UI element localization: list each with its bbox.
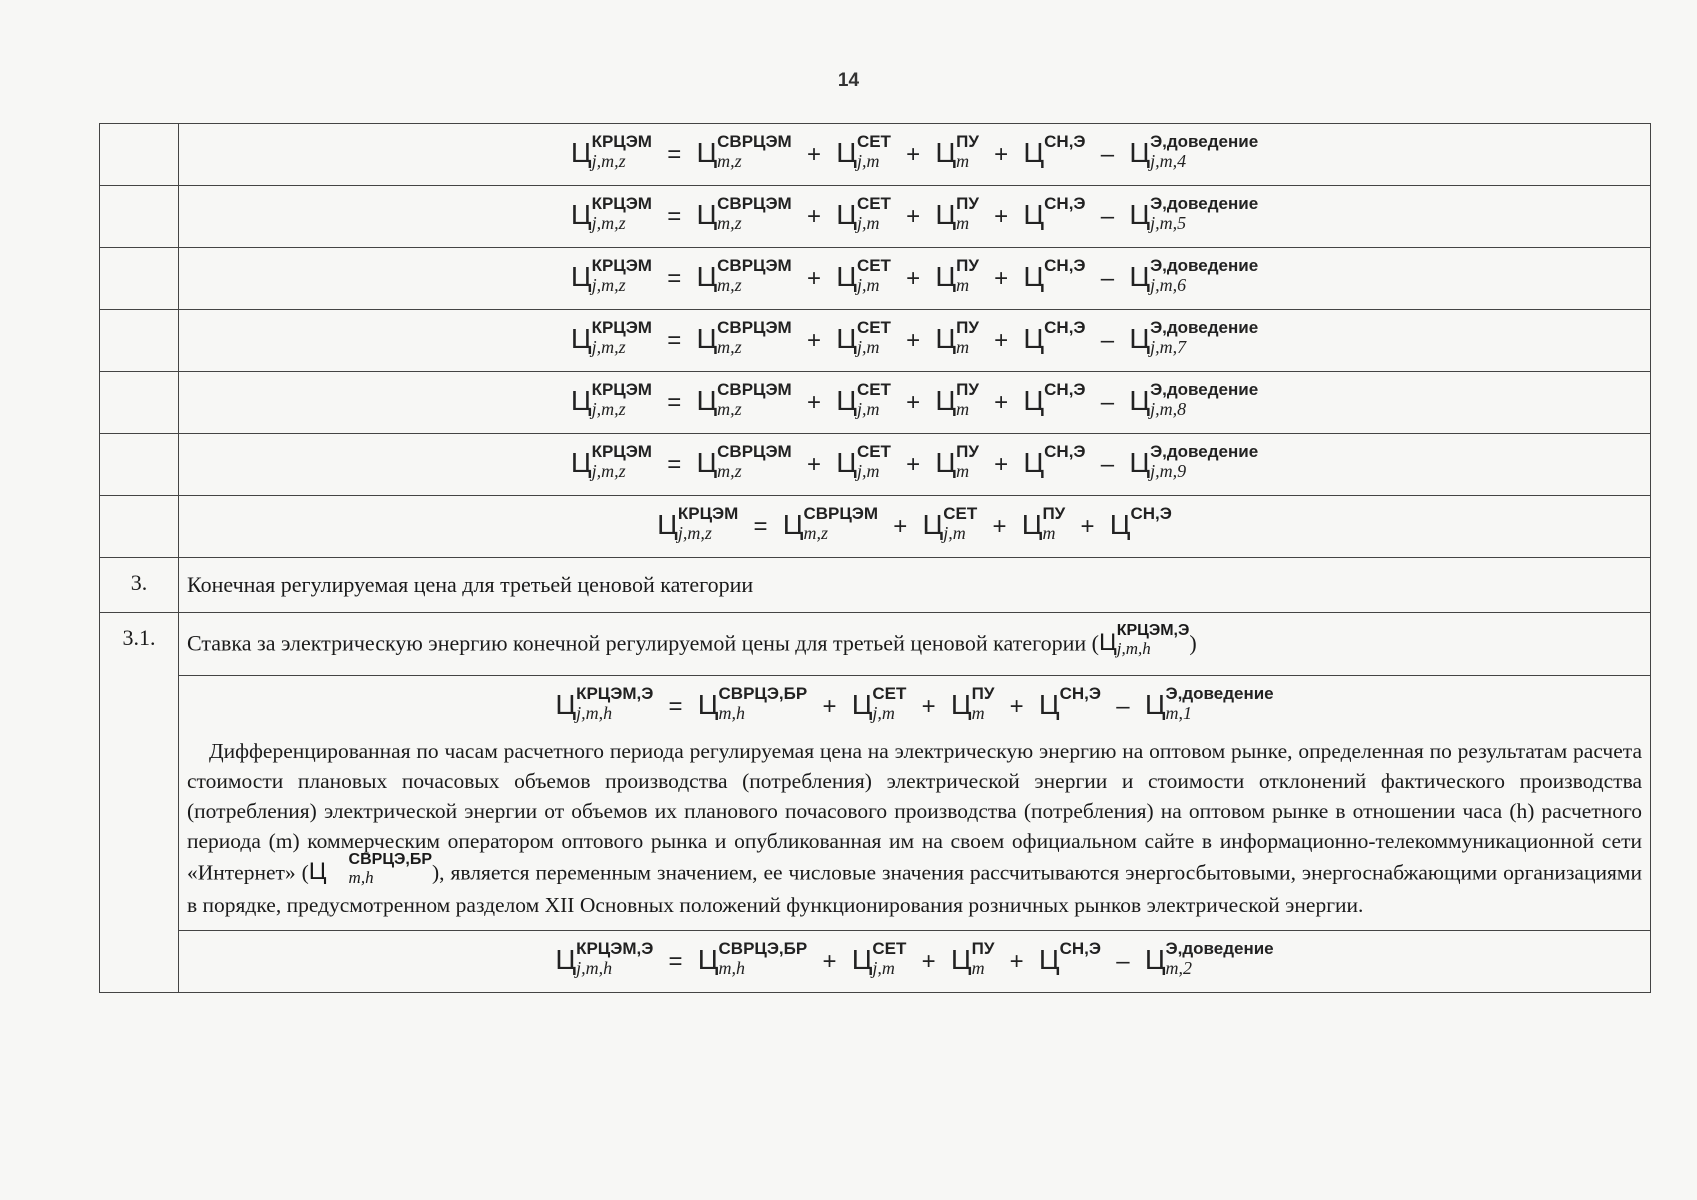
section-3-1-row — [100, 613, 1651, 676]
formula: Ц КРЦЭМ j,m,z = Ц СВРЦЭМ m,z + Ц СЕТ j,m + Ц ПУ m + Ц СН,Э — [657, 503, 1172, 543]
formula-row — [100, 124, 1651, 186]
formula: Ц КРЦЭМ j,m,z = Ц СВРЦЭМ m,z + Ц СЕТ j,m + Ц ПУ m + Ц СН,Э – Ц Э,доведение j,m,8 — [570, 379, 1259, 419]
inline-symbol: Ц СВРЦЭ,БР m,h — [308, 851, 433, 887]
price-formula-table — [99, 123, 1651, 993]
formula: Ц КРЦЭМ j,m,z = Ц СВРЦЭМ m,z + Ц СЕТ j,m + Ц ПУ m + Ц СН,Э – Ц Э,доведение j,m,7 — [570, 317, 1259, 357]
section-title: Конечная регулируемая цена для третьей ценовой категории — [187, 572, 754, 597]
formula-row — [100, 186, 1651, 248]
row-number-cell — [100, 372, 179, 434]
formula: Ц КРЦЭМ j,m,z = Ц СВРЦЭМ m,z + Ц СЕТ j,m + Ц ПУ m + Ц СН,Э – Ц Э,доведение j,m,9 — [570, 441, 1259, 481]
formula: Ц КРЦЭМ,Э j,m,h = Ц СВРЦЭ,БР m,h + Ц СЕТ j,m + Ц ПУ m + Ц СН,Э – Ц Э,доведение m,1 — [555, 683, 1274, 723]
formula-row — [100, 372, 1651, 434]
formula-paragraph-row — [100, 676, 1651, 931]
inline-symbol: Ц КРЦЭМ,Э j,m,h — [1098, 622, 1190, 658]
page-number: 14 — [837, 70, 860, 91]
row-number-cell — [100, 124, 179, 186]
formula-row — [100, 248, 1651, 310]
row-number-cell — [100, 186, 179, 248]
definition-paragraph: Дифференцированная по часам расчетного периода регулируемая цена на электрическую энергию на оптовом рынке, определенная по результатам расчета стоимости плановых почасовых объемов производства (потребления) электрической энергии и стоимости отклонений фактического производства (потребления) электрической энергии от объемов их планового почасового производства (потребления) на оптовом рынке в отношении часа (h) расчетного периода (m) коммерческим оператором оптового рынка и опубликованная им на своем официальном сайте в информационно-телекоммуникационной сети «Интернет» (Ц СВРЦЭ,БР m,h ), является переменным значением, ее числовые значения рассчитываются энергосбытовыми, энергоснабжающими организациями в порядке, предусмотренном разделом XII Основных положений функционирования розничных рынков электрической энергии. — [187, 739, 1642, 917]
row-number-cell — [100, 248, 179, 310]
formula-row — [100, 310, 1651, 372]
section-number: 3. — [100, 558, 179, 613]
formula: Ц КРЦЭМ j,m,z = Ц СВРЦЭМ m,z + Ц СЕТ j,m + Ц ПУ m + Ц СН,Э – Ц Э,доведение j,m,4 — [570, 131, 1259, 171]
formula: Ц КРЦЭМ j,m,z = Ц СВРЦЭМ m,z + Ц СЕТ j,m + Ц ПУ m + Ц СН,Э – Ц Э,доведение j,m,5 — [570, 193, 1259, 233]
formula: Ц КРЦЭМ,Э j,m,h = Ц СВРЦЭ,БР m,h + Ц СЕТ j,m + Ц ПУ m + Ц СН,Э – Ц Э,доведение m,2 — [555, 938, 1274, 978]
section-number: 3.1. — [100, 613, 179, 993]
formula: Ц КРЦЭМ j,m,z = Ц СВРЦЭМ m,z + Ц СЕТ j,m + Ц ПУ m + Ц СН,Э – Ц Э,доведение j,m,6 — [570, 255, 1259, 295]
formula-row — [100, 931, 1651, 993]
section-3-row — [100, 558, 1651, 613]
formula-row — [100, 496, 1651, 558]
section-title: Ставка за электрическую энергию конечной регулируемой цены для третьей ценовой категории (Ц КРЦЭМ,Э j,m,h ) — [187, 622, 1197, 658]
row-number-cell — [100, 496, 179, 558]
row-number-cell — [100, 434, 179, 496]
row-number-cell — [100, 310, 179, 372]
formula-row — [100, 434, 1651, 496]
